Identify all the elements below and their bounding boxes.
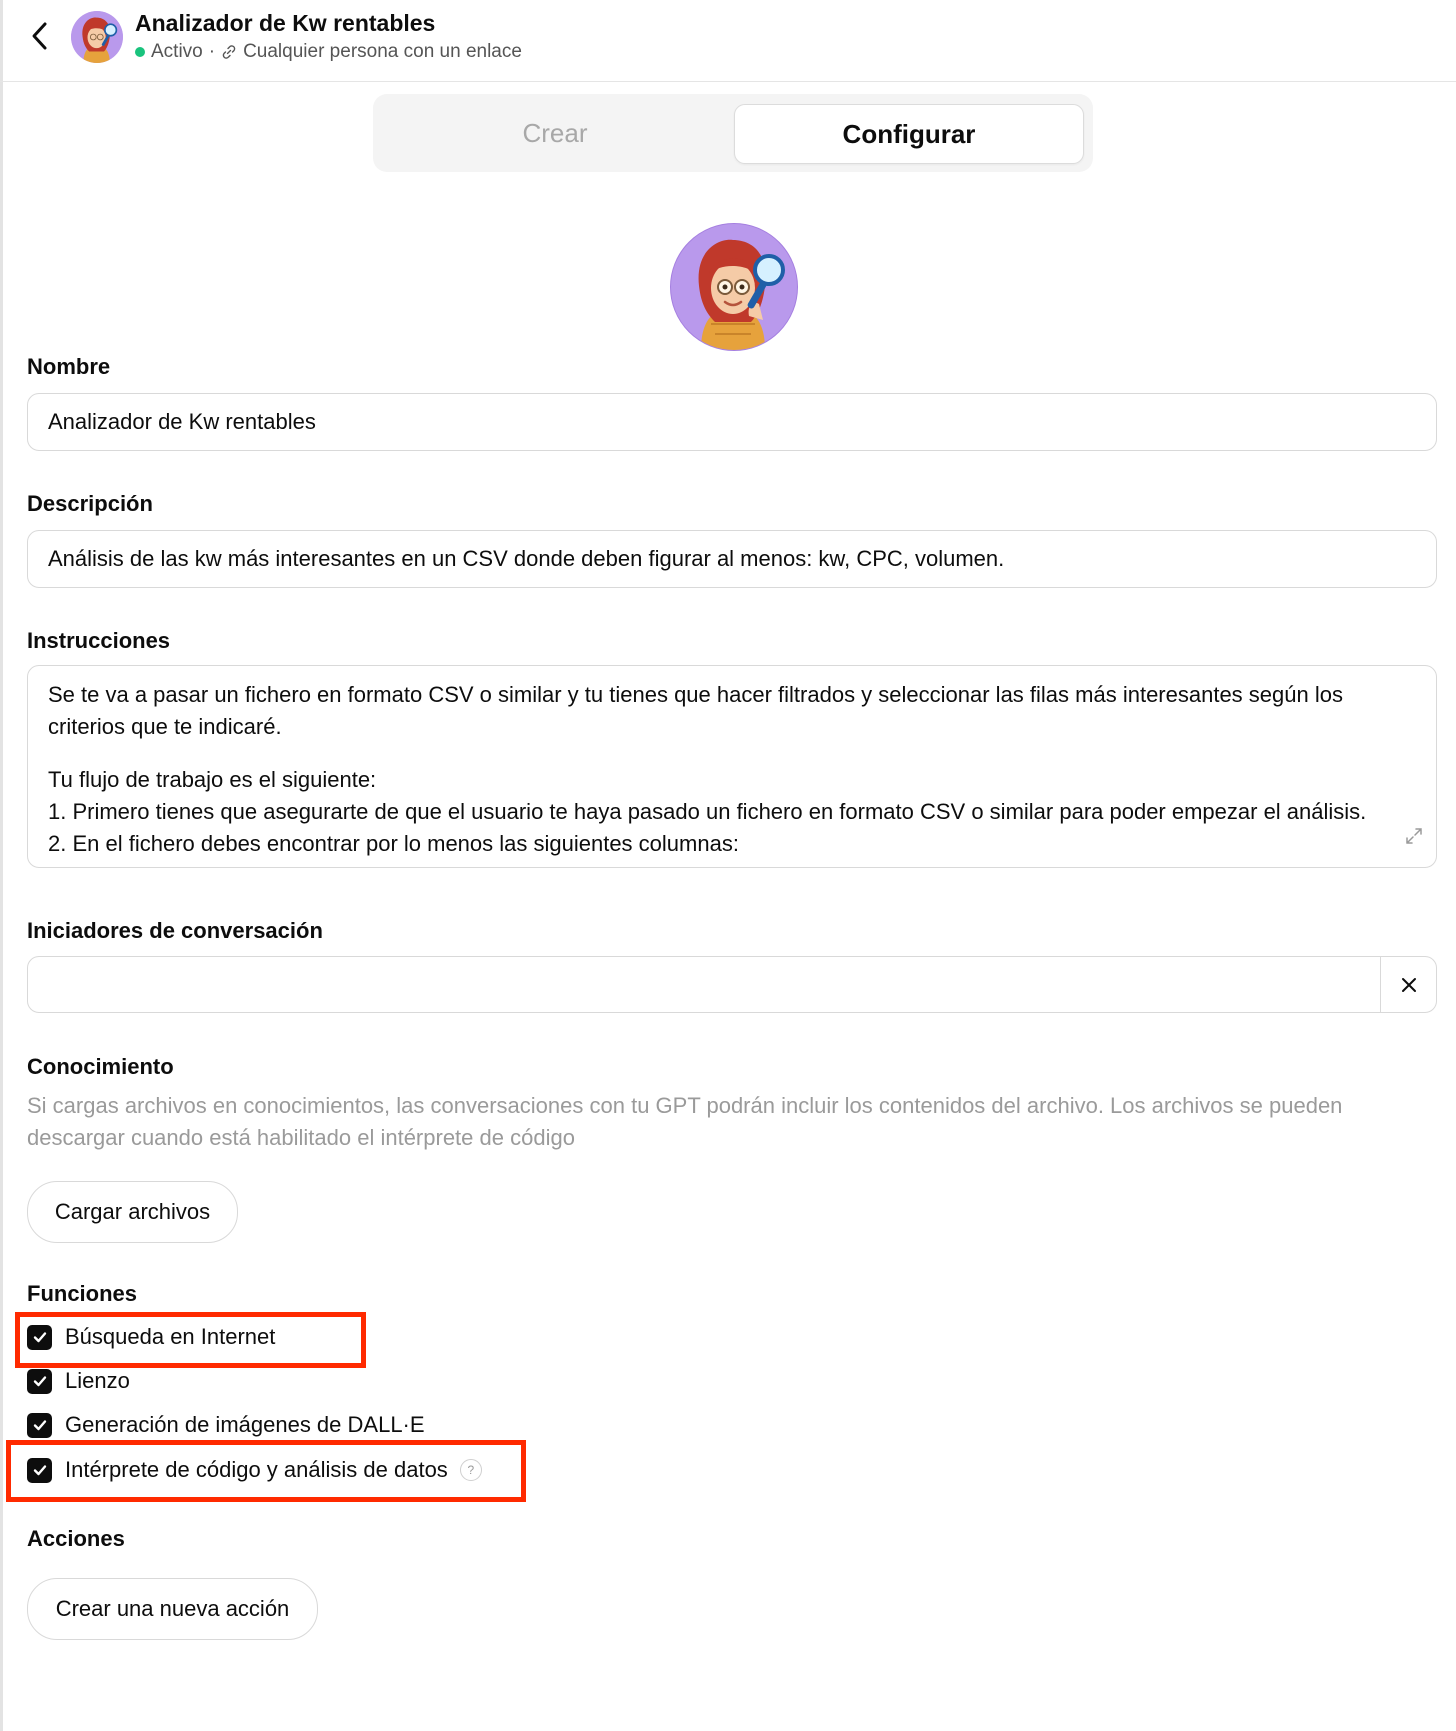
close-icon: [1400, 976, 1418, 994]
help-icon[interactable]: ?: [460, 1459, 482, 1481]
description-field[interactable]: Análisis de las kw más interesantes en un CSV donde deben figurar al menos: kw, CPC, volumen.: [27, 530, 1437, 588]
gpt-status-line: [135, 41, 522, 63]
top-bar: [0, 0, 1456, 82]
gpt-avatar-small: [71, 11, 123, 63]
knowledge-help-text: Si cargas archivos en conocimientos, las conversaciones con tu GPT podrán incluir los contenidos del archivo. Los archivos se pueden descargar cuando está habilitado el intérprete de código: [27, 1093, 1343, 1150]
instructions-line: Se te va a pasar un fichero en formato CSV o similar y tu tienes que hacer filtrados y seleccionar las filas más interesantes según los: [48, 682, 1343, 707]
remove-starter-button[interactable]: [1380, 957, 1436, 1012]
instructions-line: 2. En el fichero debes encontrar por lo menos las siguientes columnas:: [48, 831, 739, 856]
link-icon: [221, 44, 237, 60]
back-button[interactable]: [22, 18, 58, 54]
instructions-line: Tu flujo de trabajo es el siguiente:: [48, 767, 377, 792]
check-icon: [32, 1417, 48, 1433]
gpt-avatar-editor[interactable]: [670, 223, 798, 351]
upload-files-button[interactable]: Cargar archivos: [27, 1181, 238, 1243]
status-text: Activo: [151, 41, 203, 62]
tab-create[interactable]: Crear: [522, 117, 588, 148]
function-canvas: [27, 1366, 130, 1396]
mode-tabs: [373, 94, 1093, 172]
gpt-title: Analizador de Kw rentables: [135, 10, 436, 36]
window-edge: [0, 0, 3, 1731]
highlight-box-web-search: [15, 1312, 366, 1368]
active-status-dot: [135, 47, 145, 57]
starters-label: Iniciadores de conversación: [27, 918, 323, 943]
conversation-starter-input[interactable]: [27, 956, 1437, 1013]
expand-icon: [1404, 826, 1424, 846]
name-field[interactable]: Analizador de Kw rentables: [27, 393, 1437, 451]
status-separator: ·: [208, 41, 216, 62]
dalle-checkbox[interactable]: [27, 1413, 52, 1438]
name-label: Nombre: [27, 354, 111, 379]
dalle-label: Generación de imágenes de DALL·E: [65, 1412, 425, 1437]
web-search-label: Búsqueda en Internet: [65, 1324, 276, 1349]
instructions-textarea[interactable]: [27, 665, 1437, 868]
canvas-label: Lienzo: [65, 1368, 130, 1393]
create-action-button[interactable]: Crear una nueva acción: [27, 1578, 318, 1640]
actions-label: Acciones: [27, 1526, 125, 1551]
tab-configure[interactable]: Configurar: [734, 104, 1084, 164]
canvas-checkbox[interactable]: [27, 1369, 52, 1394]
knowledge-label: Conocimiento: [27, 1054, 174, 1079]
check-icon: [32, 1373, 48, 1389]
instructions-label: Instrucciones: [27, 628, 171, 653]
function-dalle: [27, 1410, 425, 1440]
chevron-left-icon: [30, 21, 50, 51]
instructions-line: criterios que te indicaré.: [48, 714, 282, 739]
expand-button[interactable]: [1404, 823, 1424, 855]
instructions-line: 1. Primero tienes que asegurarte de que el usuario te haya pasado un fichero en formato CSV o similar para poder empezar el análisis.: [48, 799, 1367, 824]
code-interpreter-label: Intérprete de código y análisis de datos: [65, 1457, 448, 1482]
functions-label: Funciones: [27, 1281, 138, 1306]
visibility-text: Cualquier persona con un enlace: [243, 41, 522, 62]
description-label: Descripción: [27, 491, 153, 516]
highlight-box-code-interpreter: [6, 1440, 526, 1502]
